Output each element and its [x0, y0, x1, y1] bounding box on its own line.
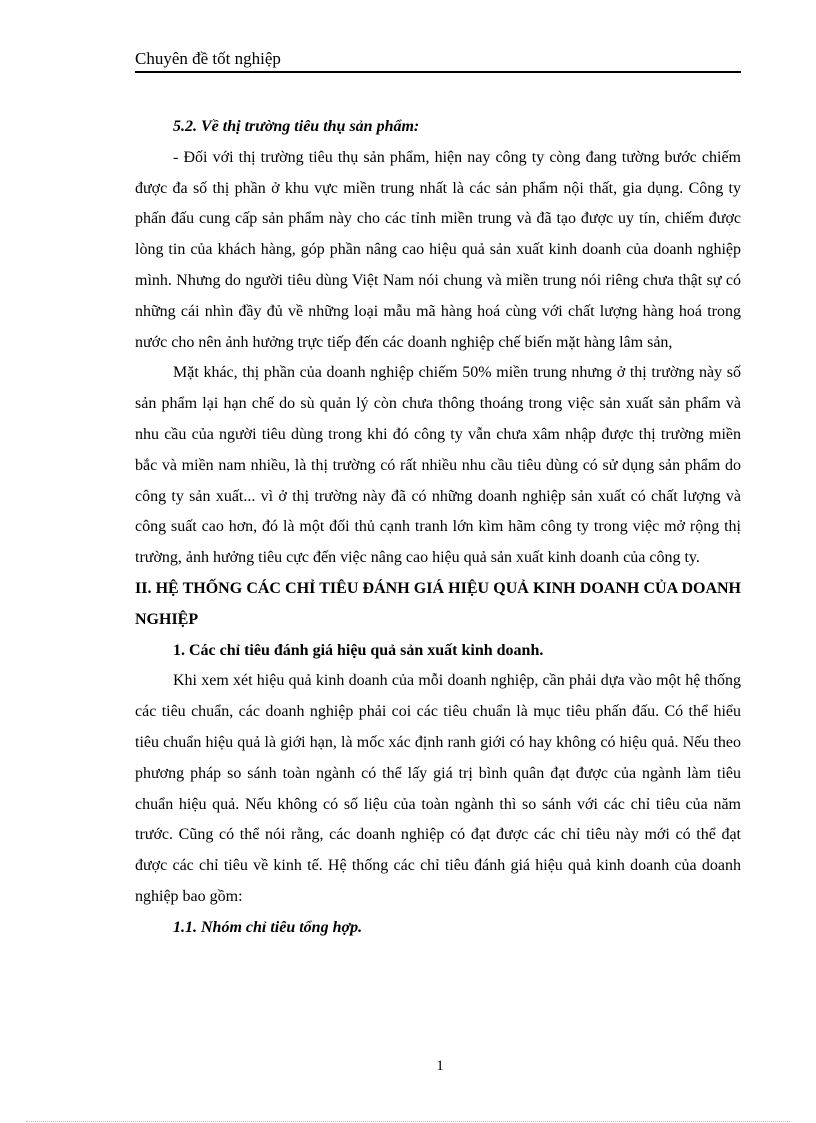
- page-bottom-divider: [26, 1121, 790, 1122]
- page-number: 1: [436, 1058, 444, 1074]
- subsection-1-heading: 1. Các chỉ tiêu đánh giá hiệu quả sản xuất kinh doanh.: [173, 641, 544, 659]
- page-header-title: Chuyên đề tốt nghiệp: [135, 48, 741, 73]
- section-5-2-heading: 5.2. Về thị trường tiêu thụ sản phẩm:: [173, 118, 420, 135]
- paragraph-1: - Đối với thị trường tiêu thụ sản phẩm, hiện nay công ty còng đang tường bước chiếm được đa số thị phần ở khu vực miền trung nhất là các sản phẩm nội thất, gia dụng. Công ty phấn đấu cung cấp sản phẩm này cho các tỉnh miền trung và đã tạo được uy tín, chiếm được lòng tin của khách hàng, góp phần nâng cao hiệu quả sản xuất kinh doanh của doanh nghiệp mình. Nhưng do người tiêu dùng Việt Nam nói chung và miền trung nói riêng chưa thật sự có những cái nhìn đầy đủ về những loại mẫu mã hàng hoá cùng với chất lượng hàng hoá trong nước cho nên ảnh hưởng trực tiếp đến các doanh nghiệp chế biến mặt hàng lâm sản,: [135, 148, 741, 351]
- section-ii-heading: II. HỆ THỐNG CÁC CHỈ TIÊU ĐÁNH GIÁ HIỆU QUẢ KINH DOANH CỦA DOANH NGHIỆP: [135, 579, 741, 628]
- paragraph-3: Khi xem xét hiệu quả kinh doanh của mỗi doanh nghiệp, cần phải dựa vào một hệ thống các tiêu chuẩn, các doanh nghiệp phải coi các tiêu chuẩn là mục tiêu phấn đấu. Có thể hiểu tiêu chuẩn hiệu quả là giới hạn, là mốc xác định ranh giới có hay không có hiệu quả. Nếu theo phương pháp so sánh toàn ngành có thể lấy giá trị bình quân đạt được của ngành làm tiêu chuẩn hiệu quả. Nếu không có số liệu của toàn ngành thì so sánh với các chỉ tiêu của năm trước. Cũng có thể nói rằng, các doanh nghiệp có đạt được các chỉ tiêu này mới có thể đạt được các chỉ tiêu về kinh tế. Hệ thống các chỉ tiêu đánh giá hiệu quả kinh doanh của doanh nghiệp bao gồm:: [135, 672, 741, 905]
- subsection-1-1-heading: 1.1. Nhóm chỉ tiêu tổng hợp.: [173, 918, 363, 936]
- paragraph-2: Mặt khác, thị phần của doanh nghiệp chiếm 50% miền trung nhưng ở thị trường này số sản phẩm lại hạn chế do sù quản lý còn chưa thông thoáng trong việc sản xuất sản phẩm và nhu cầu của người tiêu dùng trong khi đó công ty vẫn chưa xâm nhập được thị trường miền bắc và miền nam nhiều, là thị trường có rất nhiều nhu cầu tiêu dùng có sử dụng sản phẩm do công ty sản xuất... vì ở thị trường này đã có những doanh nghiệp sản xuất có chất lượng và công suất cao hơn, đó là một đối thủ cạnh tranh lớn kìm hãm công ty trong việc mở rộng thị trường, ảnh hưởng tiêu cực đến việc nâng cao hiệu quả sản xuất kinh doanh của công ty.: [135, 364, 741, 567]
- document-body: [135, 112, 741, 944]
